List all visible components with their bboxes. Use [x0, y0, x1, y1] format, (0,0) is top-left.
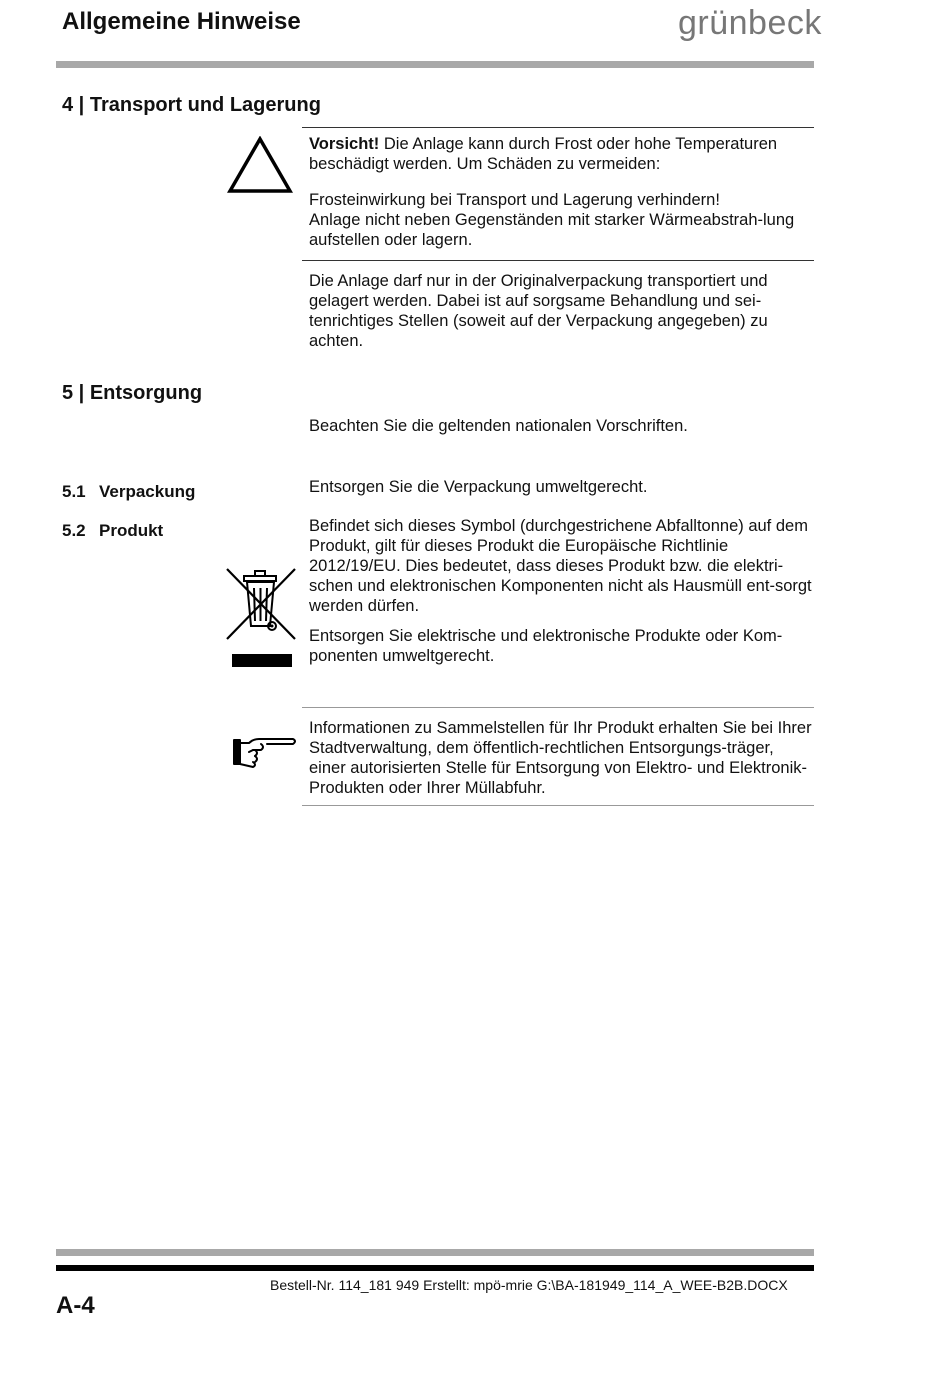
subsection-5-1-heading	[62, 482, 195, 502]
page-number: A-4	[56, 1292, 95, 1319]
packaging-text: Entsorgen Sie die Verpackung umweltgerecht.	[309, 478, 648, 496]
info-top-rule	[302, 707, 814, 708]
crossed-out-bin-icon	[224, 566, 298, 670]
header-divider	[56, 61, 814, 68]
section-5-heading: 5 | Entsorgung	[62, 382, 203, 404]
section-4-heading: 4 | Transport und Lagerung	[62, 94, 321, 116]
subsection-5-1-number: 5.1	[62, 482, 86, 501]
warning-triangle-icon	[227, 136, 293, 194]
caution-top-rule	[302, 127, 814, 128]
subsection-5-1-label: Verpackung	[99, 482, 196, 501]
brand-logo: grünbeck	[678, 4, 822, 42]
product-text-1: Befindet sich dieses Symbol (durchgestrichene Abfalltonne) auf dem Produkt, gilt für dieses Produkt die Europäische Richtlinie 2012/19/EU. Dies bedeutet, dass dieses Produkt bzw. die elektri-schen und elektronischen Komponenten nicht als Hausmüll ent-sorgt werden dürfen.	[309, 517, 812, 615]
info-bottom-rule	[302, 805, 814, 806]
subsection-5-2-label: Produkt	[99, 521, 164, 540]
page-header-title: Allgemeine Hinweise	[62, 8, 301, 35]
caution-block	[309, 134, 814, 250]
product-text-2: Entsorgen Sie elektrische und elektronische Produkte oder Kom-ponenten umweltgerecht.	[309, 627, 783, 665]
caution-bottom-rule	[302, 260, 814, 261]
subsection-5-2-number: 5.2	[62, 521, 86, 540]
caution-heat: Anlage nicht neben Gegenständen mit starker Wärmeabstrah-lung aufstellen oder lagern.	[309, 211, 795, 249]
caution-label: Vorsicht!	[309, 135, 380, 153]
disposal-intro: Beachten Sie die geltenden nationalen Vorschriften.	[309, 417, 688, 435]
pointing-hand-icon	[231, 735, 299, 769]
footer-grey-bar	[56, 1249, 814, 1256]
caution-text: Die Anlage kann durch Frost oder hohe Temperaturen beschädigt werden. Um Schäden zu vermeiden:	[309, 135, 778, 173]
caution-frost: Frosteinwirkung bei Transport und Lagerung verhindern!	[309, 191, 720, 209]
order-number-footer: Bestell-Nr. 114_181 949 Erstellt: mpö-mrie G:\BA-181949_114_A_WEE-B2B.DOCX	[270, 1277, 788, 1293]
transport-body: Die Anlage darf nur in der Originalverpackung transportiert und gelagert werden. Dabei ist auf sorgsame Behandlung und sei-tenrichtiges Stellen (soweit auf der Verpackung angegeben) zu achten.	[309, 272, 768, 350]
collection-info-text: Informationen zu Sammelstellen für Ihr Produkt erhalten Sie bei Ihrer Stadtverwaltung, dem öffentlich-rechtlichen Entsorgungs-träger, einer autorisierten Stelle für Entsorgung von Elektro- und Elektronik-Produkten oder Ihrer Müllabfuhr.	[309, 719, 812, 797]
footer-black-bar	[56, 1265, 814, 1271]
subsection-5-2-heading	[62, 521, 163, 541]
